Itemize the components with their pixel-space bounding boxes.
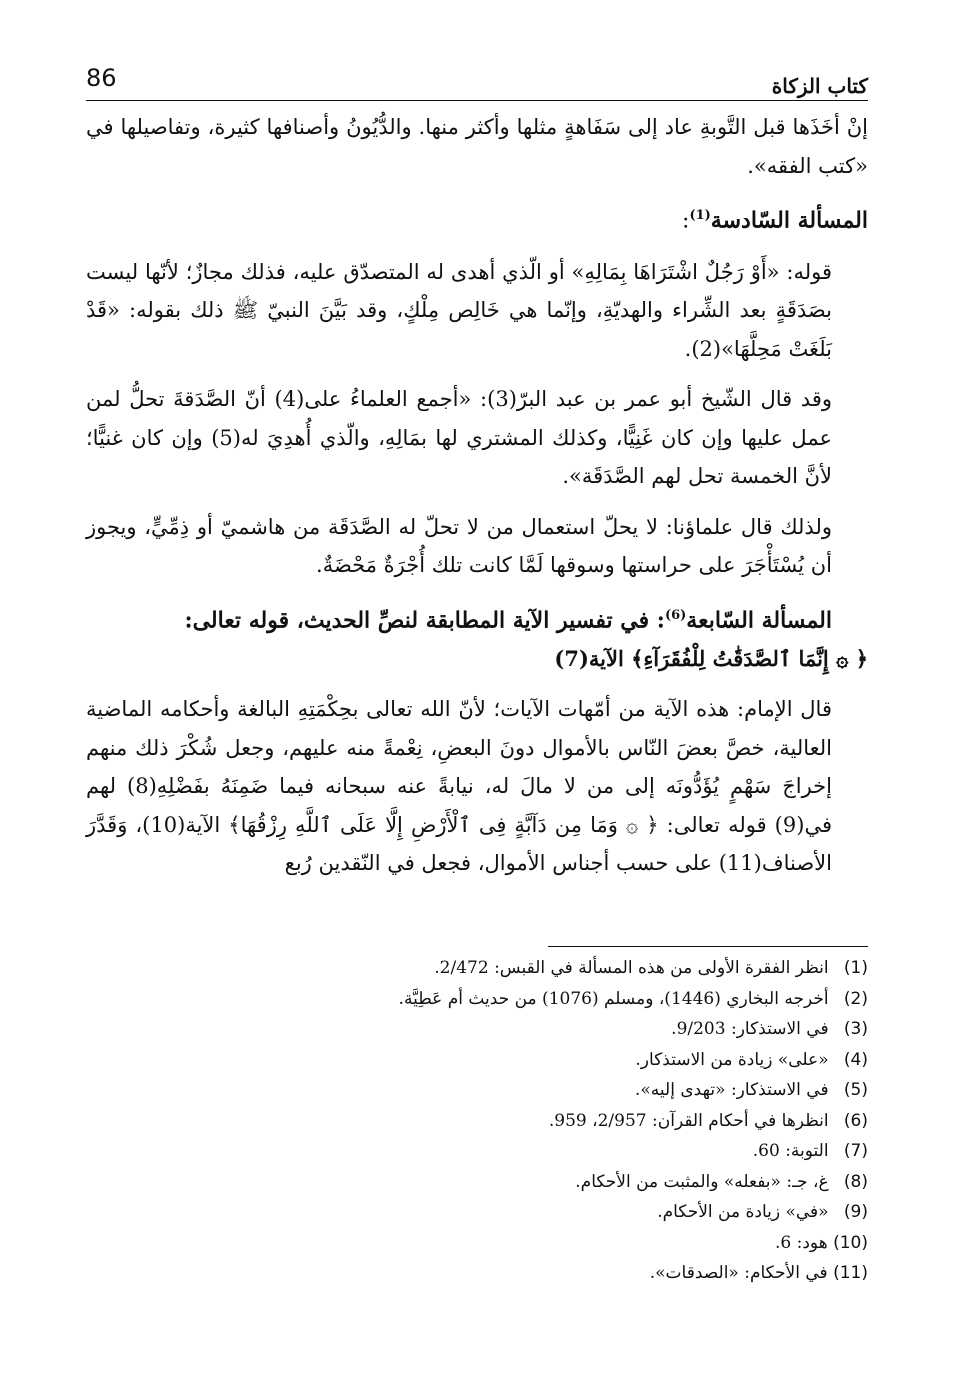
footnote-number: (5)	[843, 1080, 868, 1100]
footnote-ref-1: (1)	[689, 208, 711, 223]
footnote-text: «على» زيادة من الاستذكار.	[635, 1049, 829, 1070]
footnote-3	[86, 1014, 868, 1045]
footnote-8	[86, 1167, 868, 1198]
footnote-text: غ، جـ: «بفعله» والمثبت من الأحكام.	[575, 1171, 829, 1192]
footnote-text: التوبة: 60.	[752, 1141, 829, 1161]
quran-verse-tawbah-60: ﴿ ۞ إِنَّمَا ٱلصَّدَقَٰتُ لِلْفُقَرَآءِ﴾ الآية(7)	[554, 645, 868, 671]
footnote-number: (4)	[843, 1049, 868, 1070]
footnote-ref-6: (6)	[664, 607, 687, 623]
heading-issue-6-colon: :	[682, 208, 690, 234]
footnote-2	[86, 984, 868, 1015]
footnote-number: (7)	[843, 1141, 868, 1161]
footnote-text: في الاستذكار: «تهدى إليه».	[635, 1080, 829, 1100]
footnotes	[86, 946, 868, 1289]
footnote-5	[86, 1075, 868, 1106]
footnote-number: (1)	[843, 958, 868, 978]
footnote-text: في الأحكام: «الصدقات».	[649, 1263, 828, 1283]
heading-issue-7-rest: : في تفسير الآية المطابقة لنصِّ الحديث، قوله تعالى:	[184, 607, 665, 634]
paragraph-4: قال الإمام: هذه الآية من أمّهات الآيات؛ لأنّ الله تعالى بحِكْمَتِهِ البالغة وأحكامه الماضية العالية، خصَّ بعضَ النّاس بالأموال دونَ البعضِ، نِعْمةً منه عليهم، وجعل شُكْرَ ذلك منهم إخراجَ سَهْمٍ يُؤَدُّونَه إلى من لا مالَ له، نيابةً عنه سبحانه فيما ضَمِنَهُ بفَضْلِهِ(8) لهم في(9) قوله تعالى: ﴿ ۞ وَمَا مِن دَآبَّةٍ فِى ٱلْأَرْضِ إِلَّا عَلَى ٱللَّهِ رِزْقُهَا﴾ الآية(10)، وَقَدَّرَ الأصناف(11) على حسب أجناس الأموال، فجعل في النّقدين رُبع	[86, 697, 832, 876]
footnote-6	[86, 1106, 868, 1137]
paragraph-3: ولذلك قال علماؤنا: لا يحلّ استعمال من لا تحلّ له الصَّدَقَة من هاشميّ أو ذِمِّيٍّ، ويجوز أن يُسْتَأْجَرَ على حراستها وسوقها لَمَّا كانت تلك أُجْرَةٌ مَحْضَةٌ.	[86, 514, 832, 578]
paragraph-0: إنْ أخَذَها قبل التَّوبةِ عاد إلى سَفَاهةٍ مثلها وأكثر منها. والدُّيُونُ وأصنافها كثيرة، وتفاصيلها في «كتب الفقه».	[86, 115, 868, 178]
footnote-1	[86, 953, 868, 984]
page-header	[86, 58, 868, 98]
footnote-number: (8)	[843, 1171, 868, 1192]
footnote-7	[86, 1136, 868, 1167]
footnote-number: (9)	[843, 1202, 868, 1222]
footnote-text: أخرجه البخاري (1446)، ومسلم (1076) من حديث أم عَطِيَّة.	[398, 988, 829, 1009]
footnote-number: (3)	[843, 1019, 868, 1039]
footnote-text: انظرها في أحكام القرآن: 2/957، 959.	[548, 1110, 829, 1131]
footnote-number: (11)	[833, 1263, 868, 1283]
footnote-text: في الاستذكار: 9/203.	[671, 1019, 829, 1039]
document-page	[86, 58, 868, 1348]
main-text	[86, 108, 868, 895]
footnote-text: هود: 6.	[774, 1232, 828, 1253]
heading-issue-7	[86, 597, 868, 640]
heading-issue-6	[86, 197, 868, 241]
footnote-10	[86, 1228, 868, 1259]
footnote-number: (10)	[833, 1232, 868, 1253]
page-number: 86	[86, 64, 117, 92]
header-rule	[86, 100, 868, 101]
footnote-number: (6)	[843, 1110, 868, 1131]
footnote-4	[86, 1045, 868, 1076]
running-title: كتاب الزكاة	[771, 74, 868, 98]
heading-issue-6-text: المسألة السّادسة	[710, 207, 868, 234]
heading-issue-7-text: المسألة السّابعة	[686, 607, 832, 634]
paragraph-1: قوله: «أَوْ رَجُلٌ اشْتَرَاهَا بِمَالِهِ» أو الّذي أهدى له المتصدّق عليه، فذلك مجازٌ؛ لأنّها ليست بصَدَقَةٍ بعد الشِّراء والهديّةِ، وإنّما هي خَالِص مِلْكٍ، وقد بَيَّنَ النبيّ ﷺ ذلك بقوله: «قَدْ بَلَغَتْ مَحِلَّهَا»(2).	[86, 259, 832, 361]
footnote-rule	[548, 946, 868, 947]
footnote-text: «في» زيادة من الأحكام.	[657, 1202, 829, 1222]
footnote-text: انظر الفقرة الأولى من هذه المسألة في القبس: 2/472.	[434, 958, 829, 978]
footnote-11	[86, 1258, 868, 1289]
footnote-9	[86, 1197, 868, 1228]
paragraph-2: وقد قال الشّيخ أبو عمر بن عبد البرّ(3): «أجمع العلماءُ على(4) أنّ الصَّدَقةَ تحلُّ لمن عمل عليها وإن كان غَنِيًّا، وكذلك المشتري لها بمَالِهِ، والّذي أُهدِيَ له(5) وإن كان غنيًّا؛ لأنَّ الخمسة تحل لهم الصَّدَقَة».	[86, 387, 833, 489]
footnote-number: (2)	[843, 988, 868, 1009]
